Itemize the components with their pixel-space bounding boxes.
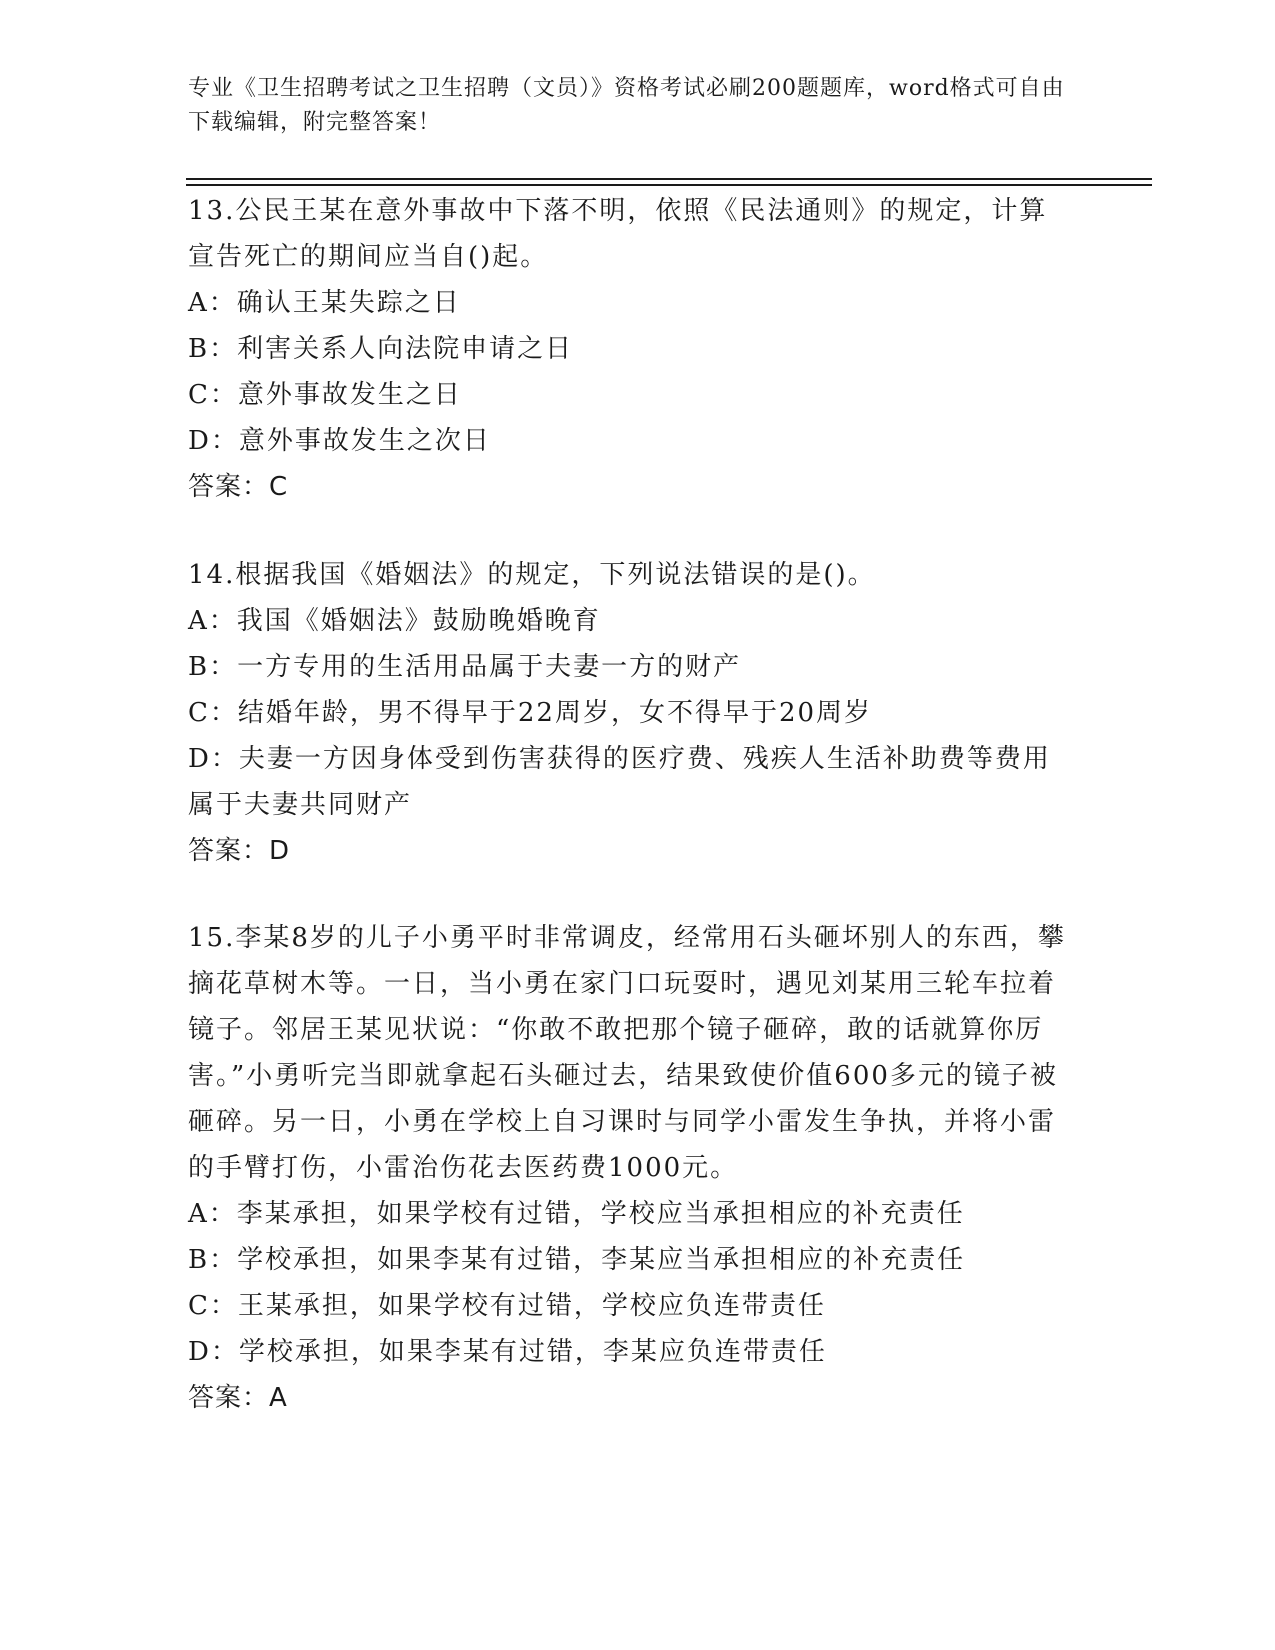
answer-label: 答案：C [188,472,289,502]
option-d: D：学校承担，如果李某有过错，李某应负连带责任 [188,1337,827,1367]
option-d: D：夫妻一方因身体受到伤害获得的医疗费、残疾人生活补助费等费用属于夫妻共同财产 [188,744,1051,820]
question-13 [188,188,1068,510]
answer-label: 答案：A [188,1383,288,1413]
answer-label: 答案：D [188,836,291,866]
header-divider-top [186,178,1152,180]
option-a: A：我国《婚姻法》鼓励晚婚晚育 [188,606,601,636]
option-c: C：意外事故发生之日 [188,380,462,410]
header-intro-text: 专业《卫生招聘考试之卫生招聘（文员）》资格考试必刷200题题库，word格式可自由下载编辑，附完整答案！ [188,76,1065,135]
option-b: B：利害关系人向法院申请之日 [188,334,574,364]
question-stem: 15.李某8岁的儿子小勇平时非常调皮，经常用石头砸坏别人的东西，攀摘花草树木等。一日，当小勇在家门口玩耍时，遇见刘某用三轮车拉着镜子。邻居王某见状说：“你敢不敢把那个镜子砸碎，敢的话就算你厉害。”小勇听完当即就拿起石头砸过去，结果致使价值600多元的镜子被砸碎。另一日，小勇在学校上自习课时与同学小雷发生争执，并将小雷的手臂打伤，小雷治伤花去医药费1000元。 [188,923,1066,1183]
header-divider-bottom [186,184,1152,186]
option-c: C：结婚年龄，男不得早于22周岁，女不得早于20周岁 [188,698,873,728]
document-header [188,72,1068,140]
question-15 [188,915,1068,1421]
question-stem: 14.根据我国《婚姻法》的规定，下列说法错误的是()。 [188,560,876,590]
option-b: B：一方专用的生活用品属于夫妻一方的财产 [188,652,742,682]
question-stem: 13.公民王某在意外事故中下落不明，依照《民法通则》的规定，计算宣告死亡的期间应当自()起。 [188,196,1048,272]
option-a: A：李某承担，如果学校有过错，学校应当承担相应的补充责任 [188,1199,965,1229]
option-b: B：学校承担，如果李某有过错，李某应当承担相应的补充责任 [188,1245,966,1275]
option-d: D：意外事故发生之次日 [188,426,491,456]
option-c: C：王某承担，如果学校有过错，学校应负连带责任 [188,1291,826,1321]
question-14 [188,552,1068,874]
option-a: A：确认王某失踪之日 [188,288,461,318]
